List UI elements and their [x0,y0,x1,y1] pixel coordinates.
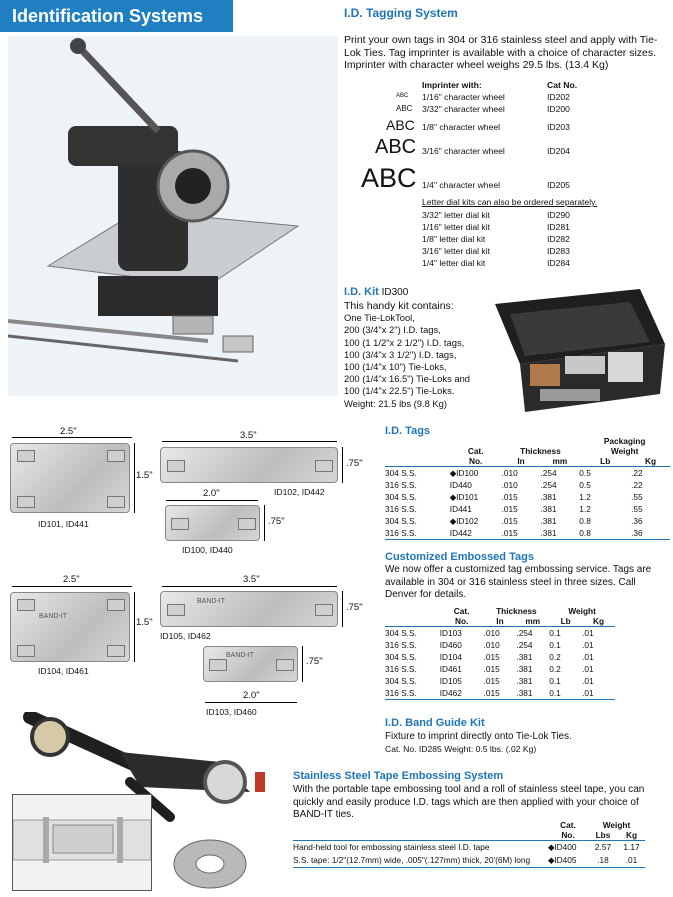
tape-title: Stainless Steel Tape Embossing System [293,770,504,782]
tagging-title: I.D. Tagging System [344,6,458,20]
dial-row-desc: 3/16" letter dial kit [422,246,491,256]
table-row: 304 S.S. ◆ID101 .015 .381 1.2 .55 [385,492,643,502]
d3-height-line [264,505,265,541]
d4-width: 2.5" [63,574,80,585]
tagging-row-desc: 3/16" character wheel [422,146,505,156]
stamp-text: BAND-IT [197,598,225,605]
d5-height: .75" [346,602,363,613]
dial-row-desc: 1/16" letter dial kit [422,222,491,232]
table-row: 316 S.S. ID461 .015 .381 0.2 .01 [385,664,594,674]
custom-title: Customized Embossed Tags [385,551,534,563]
dial-row-cat: ID282 [547,234,570,244]
d5-label: ID105, ID462 [160,631,211,641]
kit-line: 100 (1 1/2"x 2 1/2") I.D. tags, [344,336,465,348]
tape-table [293,820,645,868]
kit-heading [344,286,408,298]
d5-height-line [342,591,343,627]
d4-height: 1.5" [136,617,153,628]
table-row: S.S. tape: 1/2"(12.7mm) wide, .005"(.127mm) thick, 20'(6M) long ◆ID405 .18 .01 [293,853,645,868]
d6-width-line [205,702,297,703]
inset-tube-icon [13,795,151,890]
d6-height: .75" [306,656,323,667]
d5-width: 3.5" [243,574,260,585]
d3-width: 2.0" [203,488,220,499]
dial-row-cat: ID284 [547,258,570,268]
tag-id103 [203,646,298,682]
sample-abc-3: ABC [386,117,415,133]
d1-label: ID101, ID441 [38,519,89,529]
tagging-row-cat: ID204 [547,146,570,156]
d5-width-line [162,586,337,587]
tags-head-thickness: Thickness [520,446,561,456]
tape-intro: With the portable tape embossing tool and a roll of stainless steel tape, you can quickly and easily produce I.D. tags which are then applied with your choice of BAND-IT ties. [293,784,645,820]
kit-case-photo [490,284,670,414]
tag-id100 [165,505,260,541]
tags-head-cat: Cat. [467,446,484,456]
d4-width-line [12,586,132,587]
tags-head-kg: Kg [645,456,657,466]
custom-intro: We now offer a customized tag embossing service. Tags are available in 304 or 316 stainless steel in three sizes. Call Denver for details. [385,564,652,600]
d6-width: 2.0" [243,690,260,701]
custom-head-kg: Kg [593,616,605,626]
sample-abc-4: ABC [375,136,417,158]
sample-abc-2: ABC [396,104,413,113]
tape-head-weight: Weight [602,820,631,830]
table-row: 316 S.S. ID442 .015 .381 0.8 .36 [385,527,670,540]
table-row: 316 S.S. ID462 .015 .381 0.1 .01 [385,687,615,700]
kit-line: 100 (1/4"x 22.5") Tie-Loks. [344,385,455,397]
tagging-intro: Print your own tags in 304 or 316 stainless steel and apply with Tie-Lok Ties. Tag imprinter is available with a choice of character sizes. Imprinter with character wheel weighs 29.5 lbs. (13.4 Kg) [344,34,658,71]
d6-label: ID103, ID460 [206,707,257,717]
tagging-row-cat: ID203 [547,122,570,132]
kit-line: 200 (1/4"x 16.5") Tie-Loks and [344,373,470,385]
dial-row-cat: ID283 [547,246,570,256]
tape-head-no: No. [561,830,575,840]
tagging-row-desc: 3/32" character wheel [422,104,505,114]
tagging-row-cat: ID202 [547,92,570,102]
table-row: 304 S.S. ◆ID100 .010 .254 0.5 .22 [385,468,643,478]
tag-id102 [160,447,338,483]
table-row: 304 S.S. ID105 .015 .381 0.1 .01 [385,676,594,686]
dial-row-desc: 3/32" letter dial kit [422,210,491,220]
band-guide-line2: Cat. No. ID285 Weight: 0.5 lbs. (.02 Kg) [385,744,537,754]
sample-abc-5: ABC [361,163,417,193]
tags-head-in: In [517,456,525,466]
inset-photo [12,794,152,891]
table-row: 316 S.S. ID441 .015 .381 1.2 .55 [385,504,643,514]
table-row: 304 S.S. ◆ID102 .015 .381 0.8 .36 [385,516,643,526]
kit-contents [344,300,470,410]
d2-height: .75" [346,458,363,469]
table-row: 316 S.S. ID440 .010 .254 0.5 .22 [385,480,643,490]
tags-head-packaging: Packaging [603,436,646,446]
d3-label: ID100, ID440 [182,545,233,555]
kit-cat: ID300 [381,287,409,298]
tagging-row-desc: 1/16" character wheel [422,92,505,102]
dial-row-desc: 1/8" letter dial kit [422,234,486,244]
kit-line: Weight: 21.5 lbs (9.8 Kg) [344,397,448,409]
tape-head-cat: Cat. [560,820,576,830]
tags-title: I.D. Tags [385,425,431,437]
tag-id105 [160,591,338,627]
tags-head-no: No. [468,456,483,466]
sample-abc-1: ABC [396,93,409,99]
col-cat: Cat No. [547,80,578,90]
d2-width-line [162,441,337,442]
kit-line: One Tie-LokTool, [344,312,415,324]
d4-height-line [134,592,135,662]
d1-width-line [12,437,132,438]
custom-head-in: In [496,616,504,626]
d3-width-line [166,500,258,501]
custom-head-mm: mm [525,616,541,626]
custom-head-no: No. [454,616,469,626]
d2-width: 3.5" [240,430,257,441]
tag-id101 [10,443,130,513]
tagging-row-desc: 1/4" character wheel [422,180,501,190]
custom-table [385,606,615,700]
tape-head-lbs: Lbs [595,830,611,840]
table-row: 304 S.S. ID104 .015 .381 0.2 .01 [385,652,594,662]
tape-roll-photo [170,836,250,891]
tags-head-mm: mm [552,456,568,466]
d4-label: ID104, ID461 [38,666,89,676]
tagging-row-desc: 1/8" character wheel [422,122,501,132]
col-imprinter: Imprinter with: [422,80,482,90]
d1-height-line [134,443,135,513]
custom-head-cat: Cat. [453,606,470,616]
dial-row-cat: ID290 [547,210,570,220]
table-row: 316 S.S. ID460 .010 .254 0.1 .01 [385,640,594,650]
stamp-text: BAND-IT [39,613,67,620]
tags-table [385,424,670,540]
stamp-text: BAND-IT [226,652,254,659]
dial-row-desc: 1/4" letter dial kit [422,258,486,268]
tag-id104 [10,592,130,662]
page-header: Identification Systems [0,0,233,32]
imprinter-photo [8,36,338,396]
tags-head-weight: Weight [610,446,639,456]
kit-line: 100 (3/4"x 3 1/2") I.D. tags, [344,348,457,360]
d1-width: 2.5" [60,426,77,437]
d2-label: ID102, ID442 [274,487,325,497]
d3-height: .75" [268,516,285,527]
band-guide-title: I.D. Band Guide Kit [385,717,485,729]
custom-head-weight: Weight [568,606,596,616]
kit-title: I.D. Kit [344,286,379,298]
custom-head-thickness: Thickness [496,606,537,616]
kit-line: 200 (3/4"x 2") I.D. tags, [344,324,441,336]
kit-line: This handy kit contains: [344,300,454,312]
dial-note: Letter dial kits can also be ordered separately. [422,197,598,207]
tagging-row-cat: ID200 [547,104,570,114]
custom-head-lb: Lb [560,616,571,626]
band-guide-line1: Fixture to imprint directly onto Tie-Lok Ties. [385,731,572,742]
dial-row-cat: ID281 [547,222,570,232]
tape-head-kg: Kg [625,830,638,840]
d2-height-line [342,447,343,483]
tagging-row-cat: ID205 [547,180,570,190]
table-row: 304 S.S. ID103 .010 .254 0.1 .01 [385,628,594,638]
kit-line: 100 (1/4"x 10") Tie-Loks, [344,361,447,373]
table-row: Hand-held tool for embossing stainless steel I.D. tape ◆ID400 2.57 1.17 [293,842,640,852]
d6-height-line [302,646,303,682]
tags-head-lb: Lb [600,456,611,466]
d1-height: 1.5" [136,470,153,481]
